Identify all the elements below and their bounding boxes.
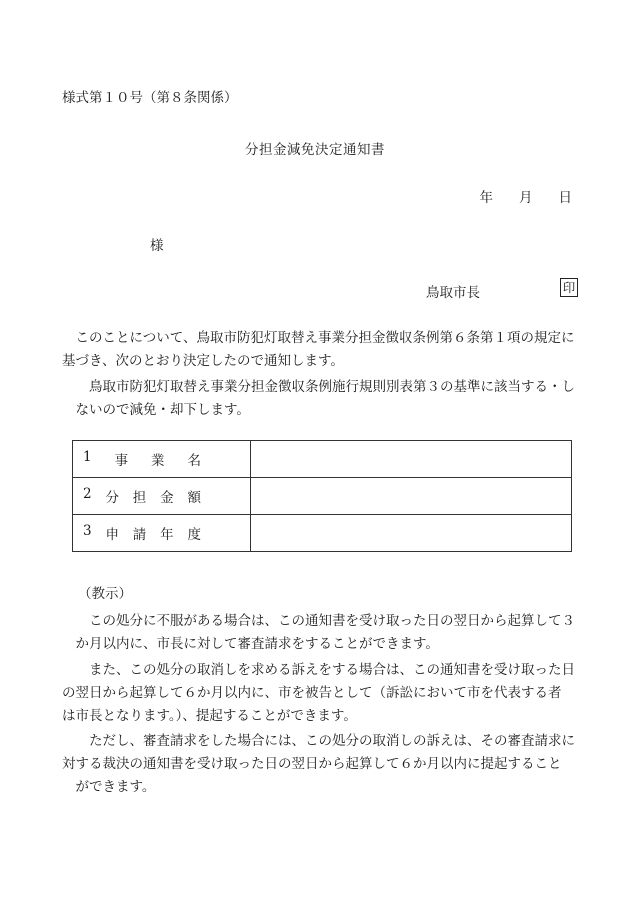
date-day: 日 [558, 190, 572, 206]
date-year: 年 [479, 190, 493, 206]
row-label-char: 度 [187, 527, 201, 543]
issuer-name: 鳥取市長 [426, 285, 480, 301]
table-row [73, 478, 572, 515]
details-table [72, 440, 572, 552]
notice-line-3: また、この処分の取消しを求める訴えをする場合は、この通知書を受け取った日 [89, 662, 575, 678]
table-row-label [73, 478, 251, 515]
notice-line-8: ができます。 [75, 779, 156, 795]
notice-line-7: 対する裁決の通知書を受け取った日の翌日から起算して６か月以内に提起すること [62, 756, 562, 772]
notice-line-6: ただし、審査請求をした場合には、この処分の取消しの訴えは、その審査請求に [89, 733, 575, 749]
addressee-honorific: 様 [150, 238, 164, 254]
table-row [73, 515, 572, 552]
document-title: 分担金減免決定通知書 [245, 142, 385, 158]
notice-heading: （教示） [78, 586, 132, 602]
row-label-char: 分 [105, 490, 119, 506]
row-label-char: 業 [151, 453, 165, 469]
body-paragraph-1-line-2: 基づき、次のとおり決定したので通知します。 [62, 353, 344, 369]
row-number: 2 [83, 486, 92, 502]
row-number: 1 [83, 449, 92, 465]
row-label-char: 年 [160, 527, 174, 543]
body-paragraph-2-line-1: 鳥取市防犯灯取替え事業分担金徴収条例施行規則別表第３の基準に該当する・し [89, 379, 575, 395]
notice-line-1: この処分に不服がある場合は、この通知書を受け取った日の翌日から起算して３ [89, 613, 575, 629]
table-row-label [73, 515, 251, 552]
table-row [73, 441, 572, 478]
row-label-text [83, 486, 201, 506]
row-label-char: 担 [132, 490, 147, 506]
table-row-value [250, 441, 571, 478]
row-number: 3 [83, 523, 92, 539]
row-label-char: 申 [105, 527, 119, 543]
row-label-char: 名 [187, 453, 201, 469]
body-paragraph-1-line-1: このことについて、鳥取市防犯灯取替え事業分担金徴収条例第６条第１項の規定に [75, 330, 575, 346]
row-label-text [83, 449, 201, 469]
form-number: 様式第１０号（第８条関係） [62, 90, 238, 106]
row-label-char: 請 [132, 527, 147, 543]
table-row-value [250, 478, 571, 515]
body-paragraph-2-line-2: ないので減免・却下します。 [75, 402, 250, 418]
table-row-value [250, 515, 571, 552]
row-label-char: 事 [114, 453, 129, 469]
notice-line-4: の翌日から起算して６か月以内に、市を被告として（訴訟において市を代表する者 [62, 685, 562, 701]
date-month: 月 [519, 190, 533, 206]
row-label-text [83, 523, 201, 543]
notice-line-2: か月以内に、市長に対して審査請求をすることができます。 [75, 636, 439, 652]
table-row-label [73, 441, 251, 478]
row-label-char: 金 [160, 490, 174, 506]
notice-line-5: は市長となります。）、提起することができます。 [62, 708, 357, 724]
seal-mark: 印 [560, 278, 578, 297]
date-line [480, 186, 573, 206]
row-label-char: 額 [187, 490, 201, 506]
